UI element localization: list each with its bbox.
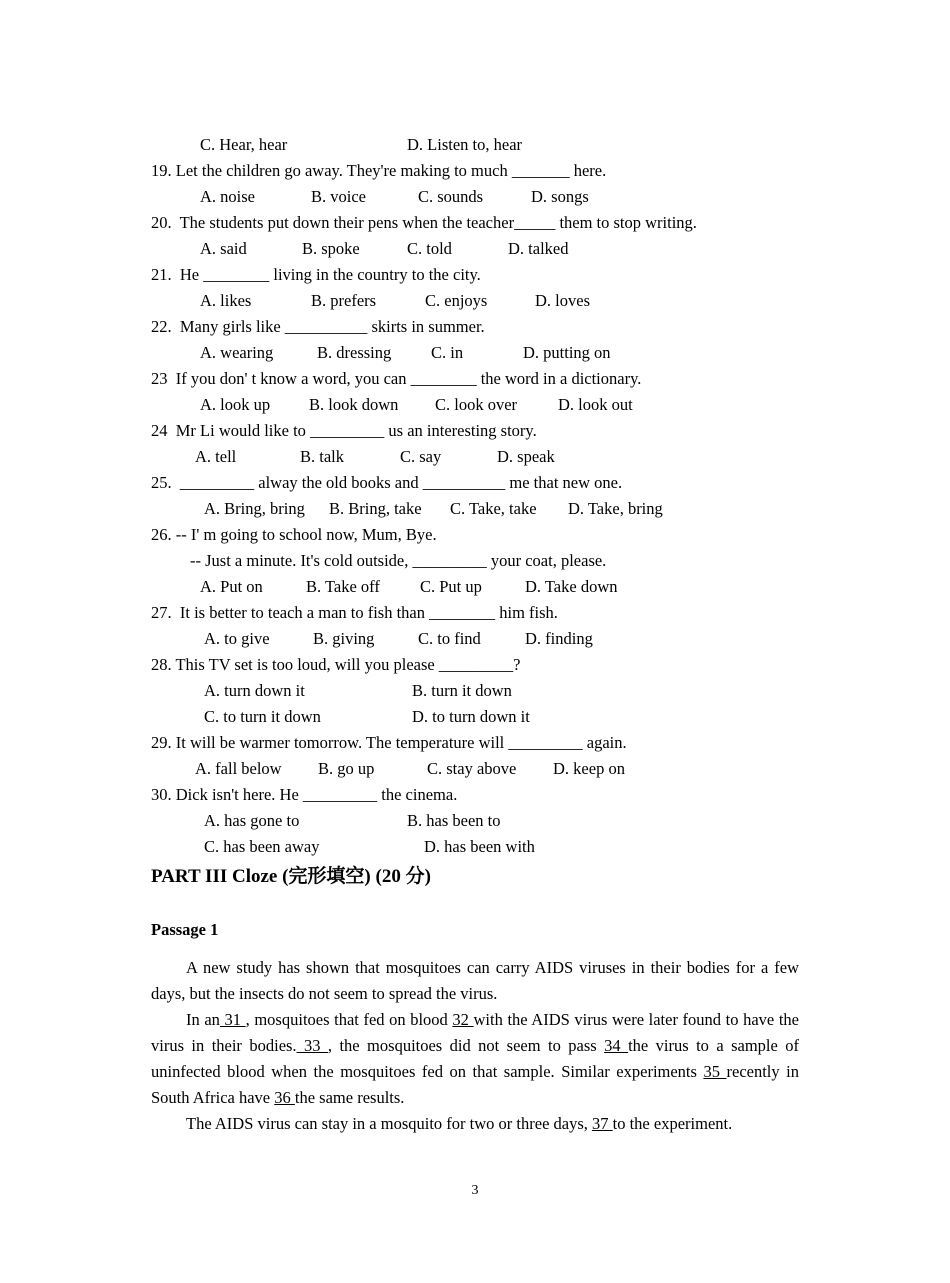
answer-option: C. say — [400, 447, 442, 466]
passage-title: Passage 1 — [151, 920, 219, 939]
answer-option: B. voice — [311, 187, 366, 206]
answer-option: A. Put on — [200, 577, 263, 596]
answer-option: D. Listen to, hear — [407, 135, 523, 154]
answer-option: B. dressing — [317, 343, 392, 362]
answer-option: B. turn it down — [412, 681, 512, 700]
answer-option: D. to turn down it — [412, 707, 530, 726]
answer-option: D. talked — [508, 239, 569, 258]
answer-option: C. has been away — [204, 837, 320, 856]
answer-option: C. to find — [418, 629, 481, 648]
paragraph-text: the virus to a sample of uninfected blood when the mosquitoes fed on that sample. Similar experiments — [151, 1036, 800, 1081]
answer-option: B. giving — [313, 629, 375, 648]
answer-option: D. keep on — [553, 759, 625, 778]
paragraph-text: In an — [186, 1010, 220, 1029]
question-stem: 19. Let the children go away. They're making to much _______ here. — [151, 161, 607, 180]
page-number: 3 — [471, 1183, 479, 1198]
answer-option: D. has been with — [424, 837, 535, 856]
question-stem: 26. -- I' m going to school now, Mum, Bye. — [151, 525, 437, 544]
answer-option: B. prefers — [311, 291, 377, 310]
answer-option: A. likes — [200, 291, 252, 310]
answer-option: A. tell — [195, 447, 237, 466]
answer-option: A. Bring, bring — [204, 499, 305, 518]
paragraph-text: to the experiment. — [612, 1114, 733, 1133]
question-stem: 28. This TV set is too loud, will you please _________? — [151, 655, 521, 674]
answer-option: B. Bring, take — [329, 499, 422, 518]
paragraph-text: A new study has shown that mosquitoes can carry AIDS viruses in their bodies for a few days, but the insects do not seem to spread the virus. — [151, 958, 799, 1003]
paragraph-text: with the AIDS virus were later found to have the virus in their bodies. — [151, 1010, 799, 1055]
question-stem: 21. He ________ living in the country to the city. — [151, 265, 481, 284]
question-stem: 27. It is better to teach a man to fish than ________ him fish. — [151, 603, 558, 622]
answer-option: B. talk — [300, 447, 344, 466]
answer-option: C. Hear, hear — [200, 135, 288, 154]
cloze-blank: 34 — [604, 1036, 629, 1055]
answer-option: A. look up — [200, 395, 271, 414]
question-stem-reply: -- Just a minute. It's cold outside, _________ your coat, please. — [190, 551, 607, 570]
answer-option: A. to give — [204, 629, 270, 648]
question-stem: 23 If you don' t know a word, you can ________ the word in a dictionary. — [151, 369, 642, 388]
answer-option: B. look down — [309, 395, 399, 414]
paragraph-text: , the mosquitoes did not seem to pass — [327, 1036, 605, 1055]
section-heading: PART III Cloze (完形填空) (20 分) — [151, 866, 431, 887]
question-stem: 22. Many girls like __________ skirts in summer. — [151, 317, 485, 336]
question-stem: 24 Mr Li would like to _________ us an interesting story. — [151, 421, 537, 440]
paragraph-2 — [151, 1007, 799, 1111]
paragraph-text: recently in South Africa have — [151, 1062, 799, 1107]
answer-option: A. wearing — [200, 343, 274, 362]
cloze-blank: 31 — [219, 1010, 246, 1029]
paragraph-text: The AIDS virus can stay in a mosquito for two or three days, — [186, 1114, 593, 1133]
answer-option: C. Put up — [420, 577, 482, 596]
cloze-blank: 36 — [274, 1088, 295, 1107]
answer-option: B. has been to — [407, 811, 501, 830]
paragraph-3 — [151, 1111, 799, 1137]
cloze-blank: 33 — [296, 1036, 328, 1055]
answer-option: A. turn down it — [204, 681, 305, 700]
cloze-blank: 37 — [592, 1114, 613, 1133]
answer-option: D. look out — [558, 395, 633, 414]
question-stem: 30. Dick isn't here. He _________ the cinema. — [151, 785, 458, 804]
answer-option: C. stay above — [427, 759, 517, 778]
answer-option: A. noise — [200, 187, 255, 206]
answer-option: C. look over — [435, 395, 518, 414]
answer-option: A. has gone to — [204, 811, 300, 830]
answer-option: D. finding — [525, 629, 593, 648]
answer-option: C. to turn it down — [204, 707, 321, 726]
answer-option: A. fall below — [195, 759, 282, 778]
answer-option: B. Take off — [306, 577, 380, 596]
paragraph-text: , mosquitoes that fed on blood — [245, 1010, 453, 1029]
question-stem: 29. It will be warmer tomorrow. The temperature will _________ again. — [151, 733, 627, 752]
answer-option: D. Take down — [525, 577, 618, 596]
cloze-blank: 35 — [703, 1062, 727, 1081]
answer-option: C. sounds — [418, 187, 484, 206]
answer-option: C. in — [431, 343, 464, 362]
answer-option: D. putting on — [523, 343, 611, 362]
answer-option: D. speak — [497, 447, 555, 466]
answer-option: C. enjoys — [425, 291, 488, 310]
answer-option: B. go up — [318, 759, 375, 778]
cloze-blank: 32 — [452, 1010, 474, 1029]
answer-option: C. told — [407, 239, 452, 258]
answer-option: B. spoke — [302, 239, 360, 258]
question-stem: 25. _________ alway the old books and __________ me that new one. — [151, 473, 623, 492]
answer-option: D. songs — [531, 187, 589, 206]
paragraph-1 — [151, 955, 799, 1007]
answer-option: A. said — [200, 239, 247, 258]
paragraph-text: the same results. — [294, 1088, 405, 1107]
answer-option: D. loves — [535, 291, 590, 310]
answer-option: D. Take, bring — [568, 499, 663, 518]
question-stem: 20. The students put down their pens when the teacher_____ them to stop writing. — [151, 213, 697, 232]
answer-option: C. Take, take — [450, 499, 537, 518]
